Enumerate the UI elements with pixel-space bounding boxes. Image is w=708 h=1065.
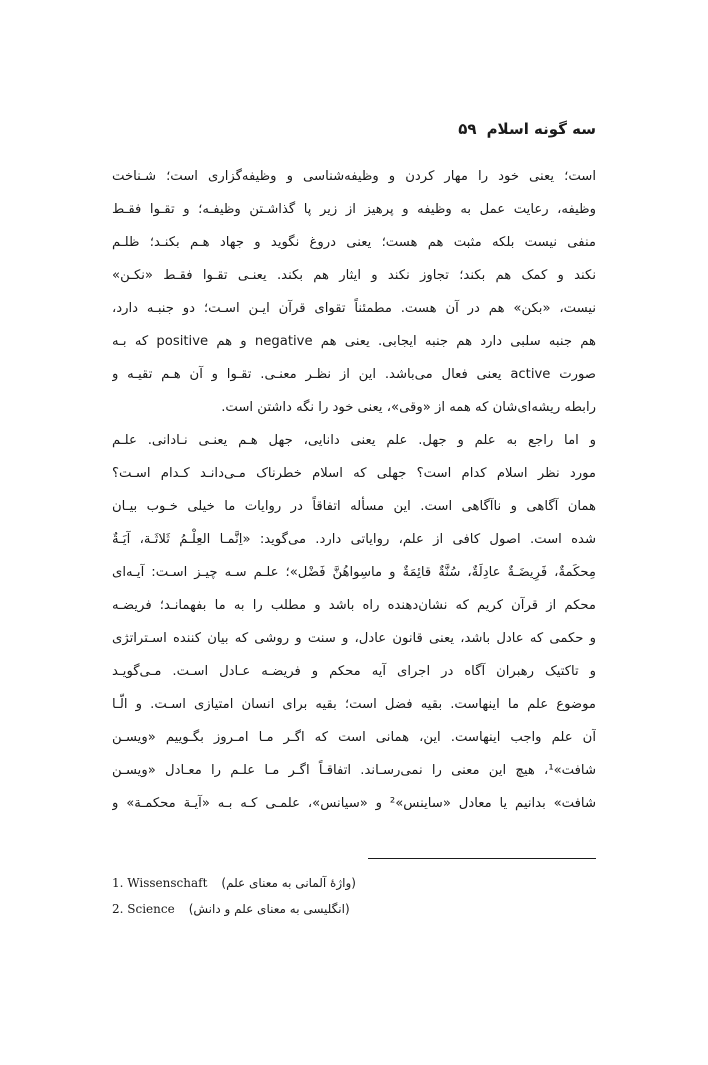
- text-line: و اما راجع به علم و جهل. علم یعنی دانایی، جهل هـم یعنـی نـادانی. علـم: [112, 433, 596, 448]
- text-line: هم جنبه سلبی دارد هم جنبه ایجابی. یعنی هم negative و هم positive که بـه: [112, 334, 596, 349]
- text-line: صورت active یعنی فعال می‌باشد. این از نظـر معنـی. تقـوا و آن هـم تقیـه و: [112, 367, 596, 382]
- footnotes: [112, 870, 596, 922]
- footnote-divider: [368, 858, 596, 859]
- running-header-title: سه گونه اسلام: [486, 120, 596, 138]
- text-line: است؛ یعنی خود را مهار کردن و وظیفه‌شناسی و وظیفه‌گزاری است؛ شـناخت: [112, 169, 596, 184]
- text-line: وظیفه، رعایت عمل به وظیفه و پرهیز از زیر پا گذاشـتن وظیفـه؛ و تقـوا فقـط: [112, 202, 596, 217]
- footnote-1: [112, 870, 596, 896]
- text-line: شافت» بدانیم یا معادل «ساینس»² و «سیانس»، علمـی کـه بـه «آیـة محکمـة» و: [112, 796, 596, 811]
- footnote-description: (واژهٔ آلمانی به معنای علم): [221, 876, 356, 890]
- footnote-term: 2. Science: [112, 902, 175, 916]
- footnote-description: (انگلیسی به معنای علم و دانش): [188, 902, 350, 916]
- text-line: شده است. اصول کافی از علم، روایاتی دارد. می‌گوید: «اِنَّمـا العِلْـمُ ثَلاثَـة، آیَـةٌ: [112, 532, 596, 547]
- page-number: ۵۹: [458, 120, 477, 138]
- text-line: و تاکتیک رهبران آگاه در اجرای آیه محکم و فریضـه عـادل اسـت. مـی‌گویـد: [112, 664, 596, 679]
- text-line: نکند و کمک هم بکند؛ تجاوز نکند و ایثار هم بکند. یعنـی تقـوا فقـط «نکـن»: [112, 268, 596, 283]
- text-line: آن علم واجب اینهاست. این، همانی است که اگـر مـا امـروز بگـوییم «ویسـن: [112, 730, 596, 745]
- text-line: مِحكَمةٌ، فَرِيضَـةٌ عادِلَةٌ، سُنَّةٌ قائِمَةٌ و ماسِواهُنَّ فَضْل»؛ علـم سـه چیـز اسـت: آیـه‌ای: [112, 565, 596, 580]
- footnote-2: [112, 896, 596, 922]
- text-line: همان آگاهی و ناآگاهی است. این مسأله اتفاقاً در روایات ما خیلی خـوب بیـان: [112, 499, 596, 514]
- text-line: موضوع علم ما اینهاست. بقیه فضل است؛ بقیه برای انسان امتیازی اسـت. و الّـا: [112, 697, 596, 712]
- text-line: منفی نیست بلکه مثبت هم هست؛ یعنی دروغ نگوید و جهاد هـم بکنـد؛ ظلـم: [112, 235, 596, 250]
- body-text: [112, 160, 596, 820]
- text-line: و حکمی که عادل باشد، یعنی قانون عادل، و سنت و روشی که بیان کننده اسـتراتژی: [112, 631, 596, 646]
- text-line: محکم از قرآن کریم که نشان‌دهنده راه باشد و مطلب را به ما بفهمانـد؛ فریضـه: [112, 598, 596, 613]
- text-line: شافت»¹، هیچ این معنی را نمی‌رسـاند. اتفاقـاً اگـر مـا علـم را معـادل «ویسـن: [112, 763, 596, 778]
- text-line: نیست، «بکن» هم در آن هست. مطمئناً تقوای قرآن ایـن اسـت؛ دو جنبـه دارد،: [112, 301, 596, 316]
- running-header: [458, 120, 596, 138]
- text-line: مورد نظر اسلام کدام است؟ جهلی که اسلام خطرناک مـی‌دانـد کـدام اسـت؟: [112, 466, 596, 481]
- footnote-term: 1. Wissenschaft: [112, 876, 208, 890]
- text-line: رابطه ریشه‌ای‌شان که همه از «وقی»، یعنی خود را نگه داشتن است.: [221, 400, 596, 415]
